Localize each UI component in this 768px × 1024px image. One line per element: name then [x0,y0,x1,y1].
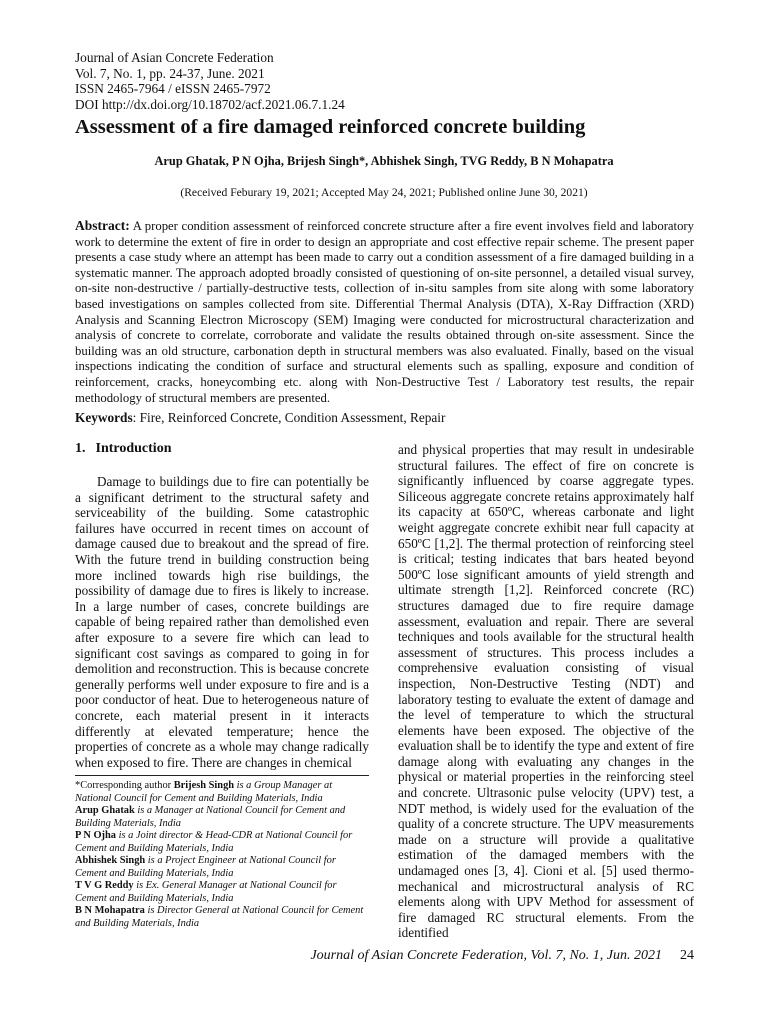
footnote-author-role: is Ex. General Manager at National Council for Cement and Building Materials, India [75,880,337,904]
keywords-label: Keywords [75,410,133,425]
footnote-divider [75,775,369,776]
issn-line: ISSN 2465-7964 / eISSN 2465-7972 [75,81,271,96]
author-list: Arup Ghatak, P N Ojha, Brijesh Singh*, Abhishek Singh, TVG Reddy, B N Mohapatra [154,154,614,168]
keywords-text: : Fire, Reinforced Concrete, Condition Assessment, Repair [132,410,446,425]
abstract-label: Abstract: [75,218,130,233]
footnote-author-role: is a Project Engineer at National Council for Cement and Building Materials, India [75,855,336,879]
footnote-item [75,880,369,905]
volume-line: Vol. 7, No. 1, pp. 24-37, June. 2021 [75,65,265,81]
footnote-item [75,805,369,830]
intro-paragraph-right: and physical properties that may result in undesirable structural failures. The effect of fire on concrete is significantly influenced by coarse aggregate types. Siliceous aggregate concrete retains approximately half its capacity at 650ºC, whereas carbonate and light weight aggregate concrete exhibit near full capacity at 650ºC [1,2]. The thermal protection of reinforcing steel is critical; testing indicates that bars heated beyond 500ºC lose significant amounts of yield strength and ultimate strength [1,2]. Reinforced concrete (RC) structures damaged due to fire require damage assessment, evaluation and repair. There are several techniques and tools available for the structural health assessment of structures. This process includes a comprehensive evaluation consisting of visual inspection, Non-Destructive Testing (NDT) and laboratory testing to evaluate the extent of damage and the level of temperature to which the structural elements have been exposed. The objective of the evaluation shall be to identify the type and extent of fire damage along with evaluating any changes in the physical or material properties in the reinforcing steel and concrete. Ultrasonic pulse velocity (UPV) test, a NDT method, is widely used for the evaluation of the quality of a concrete structure. The UPV measurements made on a structure will provide a qualitative estimation of the damaged members with the undamaged ones [3, 4]. Cioni et al. [5] used thermo-mechanical and microstructural analysis of RC elements along with UPV Method for assessment of fire damaged RC structural elements. From the identified [398,442,694,941]
footnote-author-role: is a Manager at National Council for Cement and Building Materials, India [75,805,346,829]
author-footnotes [75,780,369,930]
footnote-item [75,780,369,805]
footnote-author-name: B N Mohapatra [75,905,145,916]
section-title: Introduction [95,441,172,456]
intro-paragraph-left: Damage to buildings due to fire can potentially be a significant detriment to the structural safety and serviceability of the building. Some catastrophic failures have occurred in recent times on account of damage caused due to breakout and the spread of fire. With the future trend in building construction being more inclined towards high rise buildings, the possibility of damage due to fires is likely to increase. In a large number of cases, concrete buildings are capable of being repaired rather than demolished even after exposure to a severe fire which can lead to significant cost savings as compared to going in for demolition and reconstruction. This is because concrete generally performs well under exposure to fire and is a poor conductor of heat. Due to heterogeneous nature of concrete, each material present in it interacts differently at elevated temperature; hence the properties of concrete as a whole may change radically when exposed to fire. There are changes in chemical [75,474,369,770]
footer-journal-ref: Journal of Asian Concrete Federation, Vol. 7, No. 1, Jun. 2021 [310,948,662,963]
footnote-author-name: Brijesh Singh [173,780,235,791]
right-column [398,442,694,941]
doi-line[interactable]: DOI http://dx.doi.org/10.18702/acf.2021.06.7.1.24 [75,96,345,112]
keywords [75,410,445,426]
left-column [75,440,369,770]
footnote-author-name: P N Ojha [75,830,116,841]
footnote-author-name: T V G Reddy [75,880,134,891]
footnote-author-role: is a Joint director & Head-CDR at National Council for Cement and Building Materials, India [75,830,353,854]
section-heading-introduction [75,440,369,458]
abstract-text: A proper condition assessment of reinforced concrete structure after a fire event involves field and laboratory work to determine the extent of fire in order to design an appropriate and cost effective repair scheme. The present paper presents a case study where an attempt has been made to carry out a condition assessment of a fire damaged building in a systematic manner. The approach adopted broadly consisted of questioning of on-site personnel, a detailed visual survey, on-site non-destructive / partially-destructive tests, collection of in-situ samples from site along with some laboratory based investigations on samples collected from site. Differential Thermal Analysis (DTA), X-Ray Diffraction (XRD) Analysis and Scanning Electron Microscopy (SEM) Imaging were conducted for microstructural characterization and analysis of concrete to correlate, corroborate and validate the results obtained through on-site assessment. Since the building was an old structure, carbonation depth in structural members was also evaluated. Finally, based on the visual inspections indicating the condition of surface and structural elements such as spalling, exposure and condition of reinforcement, cracks, honeycombing etc. along with Non-Destructive Test / Laboratory test results, the repair methodology of structural members are presented. [75,219,694,405]
footnote-author-role: is Director General at National Council for Cement and Building Materials, India [75,905,364,929]
page-number: 24 [680,948,694,963]
footnote-author-name: Arup Ghatak [75,805,135,816]
footnote-item [75,855,369,880]
abstract [75,218,694,406]
paper-title: Assessment of a fire damaged reinforced concrete building [75,116,586,138]
footnote-item [75,830,369,855]
received-dates: (Received Feburary 19, 2021; Accepted May 24, 2021; Published online June 30, 2021) [180,186,588,199]
footnote-author-name: Abhishek Singh [75,855,146,866]
footnote-author-role: is a Group Manager at National Council for Cement and Building Materials, India [75,780,333,804]
footnote-prefix: *Corresponding author [75,780,174,791]
page-footer [310,948,694,964]
section-number: 1. [75,441,86,456]
footnote-item [75,905,369,930]
journal-name: Journal of Asian Concrete Federation [75,50,274,65]
journal-info [75,50,345,112]
